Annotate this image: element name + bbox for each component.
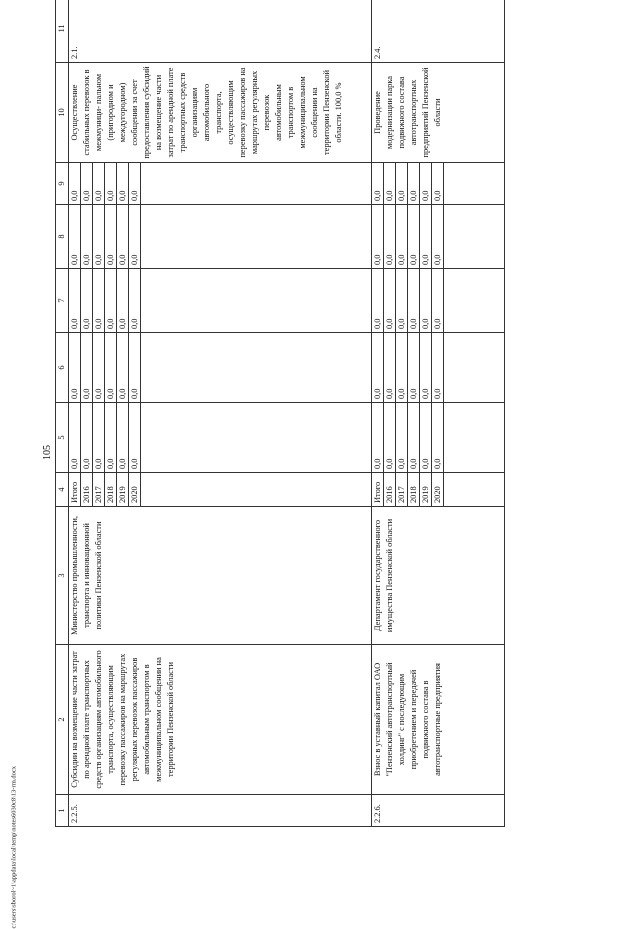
value-cell-c9: 0,0 [129,163,141,205]
empty-cell [444,333,505,403]
value-cell-c9: 0,0 [384,163,396,205]
empty-cell [141,333,372,403]
year-cell: 2016 [81,473,93,507]
column-header-8: 8 [56,205,69,269]
value-cell-c6: 0,0 [384,333,396,403]
value-cell-c6: 0,0 [420,333,432,403]
row-number: 2.2.5. [69,795,372,827]
expected-result: Проведение модернизации парка подвижного состава автотранспортных предприятий Пензенской области [372,63,505,163]
empty-cell [141,205,372,269]
value-cell-c7: 0,0 [117,269,129,333]
value-cell-c7: 0,0 [93,269,105,333]
value-cell-c5: 0,0 [396,403,408,473]
value-cell-c8: 0,0 [384,205,396,269]
value-cell-c9: 0,0 [408,163,420,205]
file-path-footer: c:\users\sborol~1\appdata\local\temp\notes6030c8\13-rm.docx [10,765,18,929]
value-cell-c8: 0,0 [105,205,117,269]
value-cell-c7: 0,0 [129,269,141,333]
value-cell-c7: 0,0 [420,269,432,333]
measure-name: Взнос в уставный капитал ОАО "Пензенский автотранспортный холдинг" с последующим приобретением и передачей подвижного состава в автотранспортные предприятия [372,645,505,795]
value-cell-c9: 0,0 [69,163,81,205]
year-cell: 2018 [408,473,420,507]
year-cell: 2019 [117,473,129,507]
column-header-10: 10 [56,63,69,163]
value-cell-c9: 0,0 [420,163,432,205]
value-cell-c9: 0,0 [93,163,105,205]
value-cell-c6: 0,0 [93,333,105,403]
year-cell: 2018 [105,473,117,507]
empty-cell [141,473,372,507]
value-cell-c6: 0,0 [408,333,420,403]
value-cell-c6: 0,0 [117,333,129,403]
value-cell-c7: 0,0 [69,269,81,333]
value-cell-c8: 0,0 [93,205,105,269]
empty-cell [141,403,372,473]
value-cell-c9: 0,0 [117,163,129,205]
value-cell-c7: 0,0 [384,269,396,333]
value-cell-c5: 0,0 [69,403,81,473]
row-number: 2.2.6. [372,795,505,827]
value-cell-c8: 0,0 [432,205,444,269]
value-cell-c5: 0,0 [420,403,432,473]
column-header-7: 7 [56,269,69,333]
value-cell-c8: 0,0 [81,205,93,269]
header-row [56,0,69,827]
value-cell-c7: 0,0 [81,269,93,333]
value-cell-c9: 0,0 [105,163,117,205]
value-cell-c5: 0,0 [81,403,93,473]
table-row [372,0,384,827]
column-header-4: 4 [56,473,69,507]
value-cell-c9: 0,0 [396,163,408,205]
value-cell-c6: 0,0 [432,333,444,403]
value-cell-c9: 0,0 [432,163,444,205]
value-cell-c6: 0,0 [129,333,141,403]
expected-result: Осуществление стабильных перевозок в межмуници- пальном (пригородном и междугородном) сообщении за счет предоставления субсидий на возмещение части затрат по арендной плате транспортных средств организациям автомобильного транспорта, осуществляющим перевозку пассажиров на маршрутах регулярных перевозок автомобильным транспортом в межмуниципальном сообщении на территории Пензенской области. 100,0 % [69,63,372,163]
executor: Министерство промышленности, транспорта и инновационной политики Пензенской области [69,507,372,645]
value-cell-c8: 0,0 [117,205,129,269]
year-cell: Итого [69,473,81,507]
value-cell-c5: 0,0 [384,403,396,473]
page-number: 105 [42,445,53,460]
value-cell-c7: 0,0 [432,269,444,333]
empty-cell [444,269,505,333]
target-indicator: 2.4. [372,0,505,63]
empty-cell [444,473,505,507]
value-cell-c6: 0,0 [372,333,384,403]
year-cell: 2020 [432,473,444,507]
value-cell-c5: 0,0 [93,403,105,473]
column-header-6: 6 [56,333,69,403]
value-cell-c6: 0,0 [69,333,81,403]
value-cell-c8: 0,0 [408,205,420,269]
empty-cell [141,269,372,333]
column-header-5: 5 [56,403,69,473]
column-header-3: 3 [56,507,69,645]
value-cell-c8: 0,0 [69,205,81,269]
measure-name: Субсидии на возмещение части затрат по арендной плате транспортных средств организациям автомобильного транспорта, осуществляющим перевозку пассажиров на маршрутах регулярных перевозок пассажиров автомобильным транспортом в межмуниципальном сообщении на территории Пензенской области [69,645,372,795]
value-cell-c7: 0,0 [105,269,117,333]
value-cell-c8: 0,0 [420,205,432,269]
table-row [69,0,81,827]
year-cell: 2017 [93,473,105,507]
value-cell-c8: 0,0 [129,205,141,269]
target-indicator: 2.1. [69,0,372,63]
year-cell: Итого [372,473,384,507]
column-header-9: 9 [56,163,69,205]
executor: Департамент государственного имущества Пензенской области [372,507,505,645]
value-cell-c9: 0,0 [81,163,93,205]
value-cell-c5: 0,0 [117,403,129,473]
empty-cell [444,163,505,205]
program-table [55,0,505,827]
value-cell-c6: 0,0 [105,333,117,403]
value-cell-c7: 0,0 [372,269,384,333]
rotated-page-content [55,0,553,827]
value-cell-c5: 0,0 [408,403,420,473]
column-header-1: 1 [56,795,69,827]
value-cell-c5: 0,0 [372,403,384,473]
value-cell-c7: 0,0 [408,269,420,333]
value-cell-c5: 0,0 [129,403,141,473]
value-cell-c6: 0,0 [81,333,93,403]
value-cell-c5: 0,0 [432,403,444,473]
value-cell-c8: 0,0 [396,205,408,269]
year-cell: 2019 [420,473,432,507]
year-cell: 2020 [129,473,141,507]
year-cell: 2016 [384,473,396,507]
value-cell-c5: 0,0 [105,403,117,473]
value-cell-c8: 0,0 [372,205,384,269]
year-cell: 2017 [396,473,408,507]
empty-cell [141,163,372,205]
value-cell-c9: 0,0 [372,163,384,205]
column-header-2: 2 [56,645,69,795]
column-header-11: 11 [56,0,69,63]
value-cell-c6: 0,0 [396,333,408,403]
empty-cell [444,205,505,269]
value-cell-c7: 0,0 [396,269,408,333]
empty-cell [444,403,505,473]
